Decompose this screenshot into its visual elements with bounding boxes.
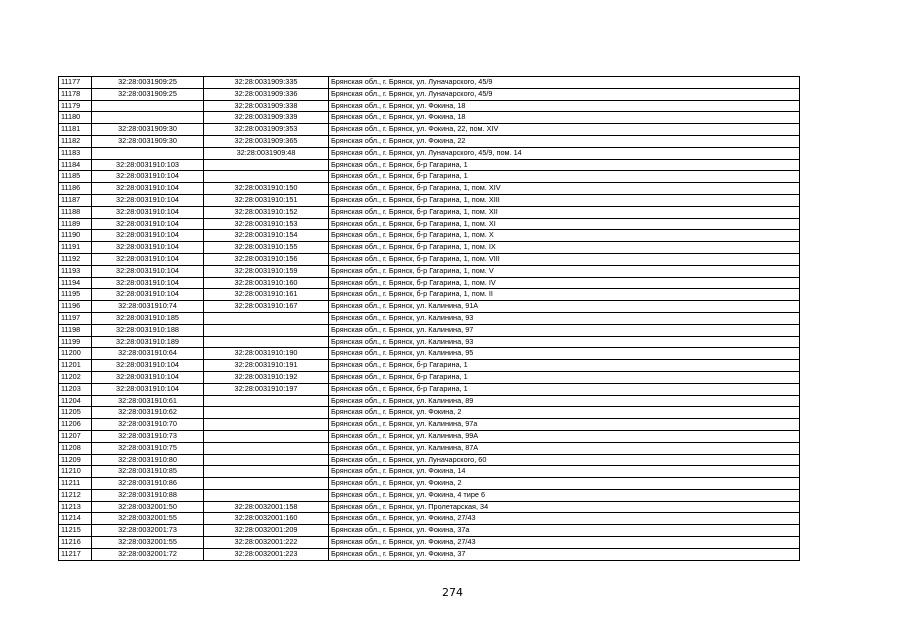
address-cell: Брянская обл., г. Брянск, ул. Фокина, 18 [329, 100, 800, 112]
row-number-cell: 11207 [59, 430, 92, 442]
land-parcel-number-cell: 32:28:0031909:25 [92, 77, 204, 89]
building-number-cell: 32:28:0031909:365 [204, 135, 329, 147]
row-number-cell: 11181 [59, 124, 92, 136]
row-number-cell: 11212 [59, 489, 92, 501]
address-cell: Брянская обл., г. Брянск, ул. Фокина, 27/43 [329, 513, 800, 525]
address-cell: Брянская обл., г. Брянск, ул. Фокина, 2 [329, 478, 800, 490]
row-number-cell: 11189 [59, 218, 92, 230]
land-parcel-number-cell: 32:28:0032001:50 [92, 501, 204, 513]
land-parcel-number-cell: 32:28:0031910:104 [92, 194, 204, 206]
table-row [59, 395, 800, 407]
land-parcel-number-cell: 32:28:0031910:104 [92, 289, 204, 301]
row-number-cell: 11192 [59, 253, 92, 265]
land-parcel-number-cell: 32:28:0031910:88 [92, 489, 204, 501]
building-number-cell [204, 171, 329, 183]
land-parcel-number-cell: 32:28:0031910:104 [92, 230, 204, 242]
land-parcel-number-cell: 32:28:0032001:55 [92, 513, 204, 525]
row-number-cell: 11188 [59, 206, 92, 218]
address-cell: Брянская обл., г. Брянск, б-р Гагарина, 1, пом. IX [329, 242, 800, 254]
table-row [59, 194, 800, 206]
row-number-cell: 11213 [59, 501, 92, 513]
table-row [59, 171, 800, 183]
building-number-cell: 32:28:0031910:192 [204, 371, 329, 383]
address-cell: Брянская обл., г. Брянск, ул. Фокина, 22 [329, 135, 800, 147]
building-number-cell [204, 466, 329, 478]
address-cell: Брянская обл., г. Брянск, ул. Луначарского, 45/9, пом. 14 [329, 147, 800, 159]
row-number-cell: 11217 [59, 548, 92, 560]
row-number-cell: 11210 [59, 466, 92, 478]
building-number-cell [204, 312, 329, 324]
table-row [59, 312, 800, 324]
address-cell: Брянская обл., г. Брянск, ул. Калинина, 97 [329, 324, 800, 336]
table-row [59, 442, 800, 454]
land-parcel-number-cell: 32:28:0031910:189 [92, 336, 204, 348]
table-row [59, 537, 800, 549]
land-parcel-number-cell: 32:28:0031910:104 [92, 253, 204, 265]
address-cell: Брянская обл., г. Брянск, ул. Фокина, 37 [329, 548, 800, 560]
building-number-cell: 32:28:0031909:336 [204, 88, 329, 100]
address-cell: Брянская обл., г. Брянск, ул. Фокина, 37а [329, 525, 800, 537]
land-parcel-number-cell: 32:28:0032001:55 [92, 537, 204, 549]
row-number-cell: 11186 [59, 183, 92, 195]
registry-table-body [59, 77, 800, 561]
address-cell: Брянская обл., г. Брянск, б-р Гагарина, 1 [329, 371, 800, 383]
address-cell: Брянская обл., г. Брянск, ул. Луначарского, 60 [329, 454, 800, 466]
row-number-cell: 11215 [59, 525, 92, 537]
building-number-cell [204, 442, 329, 454]
row-number-cell: 11209 [59, 454, 92, 466]
land-parcel-number-cell: 32:28:0031910:86 [92, 478, 204, 490]
land-parcel-number-cell: 32:28:0031910:80 [92, 454, 204, 466]
address-cell: Брянская обл., г. Брянск, б-р Гагарина, 1 [329, 159, 800, 171]
address-cell: Брянская обл., г. Брянск, ул. Калинина, 95 [329, 348, 800, 360]
address-cell: Брянская обл., г. Брянск, ул. Фокина, 4 тире 6 [329, 489, 800, 501]
land-parcel-number-cell: 32:28:0031909:30 [92, 135, 204, 147]
row-number-cell: 11184 [59, 159, 92, 171]
table-row [59, 124, 800, 136]
row-number-cell: 11179 [59, 100, 92, 112]
table-row [59, 478, 800, 490]
table-row [59, 112, 800, 124]
address-cell: Брянская обл., г. Брянск, б-р Гагарина, 1 [329, 171, 800, 183]
building-number-cell: 32:28:0031909:48 [204, 147, 329, 159]
table-row [59, 466, 800, 478]
table-row [59, 277, 800, 289]
land-parcel-number-cell [92, 147, 204, 159]
land-parcel-number-cell: 32:28:0031910:104 [92, 218, 204, 230]
land-parcel-number-cell: 32:28:0031910:64 [92, 348, 204, 360]
building-number-cell: 32:28:0031910:154 [204, 230, 329, 242]
land-parcel-number-cell: 32:28:0031910:104 [92, 277, 204, 289]
row-number-cell: 11182 [59, 135, 92, 147]
row-number-cell: 11196 [59, 301, 92, 313]
table-row [59, 348, 800, 360]
address-cell: Брянская обл., г. Брянск, б-р Гагарина, 1, пом. X [329, 230, 800, 242]
address-cell: Брянская обл., г. Брянск, б-р Гагарина, 1, пом. VIII [329, 253, 800, 265]
building-number-cell: 32:28:0031909:335 [204, 77, 329, 89]
row-number-cell: 11194 [59, 277, 92, 289]
address-cell: Брянская обл., г. Брянск, б-р Гагарина, 1, пом. XIII [329, 194, 800, 206]
land-parcel-number-cell [92, 100, 204, 112]
building-number-cell: 32:28:0031909:339 [204, 112, 329, 124]
address-cell: Брянская обл., г. Брянск, ул. Калинина, 93 [329, 336, 800, 348]
address-cell: Брянская обл., г. Брянск, б-р Гагарина, 1, пом. XII [329, 206, 800, 218]
row-number-cell: 11200 [59, 348, 92, 360]
land-parcel-number-cell: 32:28:0031910:61 [92, 395, 204, 407]
address-cell: Брянская обл., г. Брянск, б-р Гагарина, 1 [329, 360, 800, 372]
table-row [59, 501, 800, 513]
land-parcel-number-cell: 32:28:0031910:85 [92, 466, 204, 478]
land-parcel-number-cell: 32:28:0031910:62 [92, 407, 204, 419]
land-parcel-number-cell: 32:28:0031910:104 [92, 360, 204, 372]
land-parcel-number-cell: 32:28:0031910:75 [92, 442, 204, 454]
row-number-cell: 11180 [59, 112, 92, 124]
row-number-cell: 11199 [59, 336, 92, 348]
land-parcel-number-cell: 32:28:0031910:104 [92, 206, 204, 218]
table-row [59, 383, 800, 395]
land-parcel-number-cell: 32:28:0031910:185 [92, 312, 204, 324]
table-row [59, 419, 800, 431]
land-parcel-number-cell: 32:28:0031910:104 [92, 183, 204, 195]
building-number-cell: 32:28:0032001:222 [204, 537, 329, 549]
building-number-cell: 32:28:0031910:160 [204, 277, 329, 289]
address-cell: Брянская обл., г. Брянск, ул. Калинина, 97а [329, 419, 800, 431]
land-parcel-number-cell: 32:28:0031910:104 [92, 171, 204, 183]
table-row [59, 430, 800, 442]
row-number-cell: 11187 [59, 194, 92, 206]
address-cell: Брянская обл., г. Брянск, ул. Калинина, 93 [329, 312, 800, 324]
table-row [59, 360, 800, 372]
building-number-cell: 32:28:0031910:191 [204, 360, 329, 372]
table-row [59, 230, 800, 242]
table-row [59, 289, 800, 301]
building-number-cell: 32:28:0031910:150 [204, 183, 329, 195]
building-number-cell: 32:28:0031910:156 [204, 253, 329, 265]
building-number-cell [204, 159, 329, 171]
land-parcel-number-cell: 32:28:0031910:74 [92, 301, 204, 313]
row-number-cell: 11191 [59, 242, 92, 254]
address-cell: Брянская обл., г. Брянск, ул. Фокина, 18 [329, 112, 800, 124]
table-row [59, 454, 800, 466]
address-cell: Брянская обл., г. Брянск, б-р Гагарина, 1, пом. IV [329, 277, 800, 289]
land-parcel-number-cell: 32:28:0031910:104 [92, 371, 204, 383]
land-parcel-number-cell: 32:28:0031910:188 [92, 324, 204, 336]
address-cell: Брянская обл., г. Брянск, б-р Гагарина, 1 [329, 383, 800, 395]
building-number-cell: 32:28:0032001:209 [204, 525, 329, 537]
row-number-cell: 11195 [59, 289, 92, 301]
building-number-cell: 32:28:0031909:353 [204, 124, 329, 136]
building-number-cell: 32:28:0032001:223 [204, 548, 329, 560]
address-cell: Брянская обл., г. Брянск, ул. Калинина, 99А [329, 430, 800, 442]
table-row [59, 371, 800, 383]
table-row [59, 206, 800, 218]
row-number-cell: 11197 [59, 312, 92, 324]
building-number-cell: 32:28:0031910:167 [204, 301, 329, 313]
table-row [59, 548, 800, 560]
table-row [59, 265, 800, 277]
land-parcel-number-cell: 32:28:0031909:30 [92, 124, 204, 136]
building-number-cell [204, 454, 329, 466]
building-number-cell: 32:28:0031910:153 [204, 218, 329, 230]
row-number-cell: 11214 [59, 513, 92, 525]
table-row [59, 135, 800, 147]
address-cell: Брянская обл., г. Брянск, б-р Гагарина, 1, пом. II [329, 289, 800, 301]
building-number-cell [204, 395, 329, 407]
land-parcel-number-cell: 32:28:0031910:103 [92, 159, 204, 171]
table-row [59, 183, 800, 195]
address-cell: Брянская обл., г. Брянск, ул. Калинина, 89 [329, 395, 800, 407]
land-parcel-number-cell: 32:28:0031909:25 [92, 88, 204, 100]
building-number-cell: 32:28:0031910:190 [204, 348, 329, 360]
building-number-cell [204, 478, 329, 490]
table-row [59, 336, 800, 348]
building-number-cell: 32:28:0031910:197 [204, 383, 329, 395]
building-number-cell: 32:28:0031910:161 [204, 289, 329, 301]
table-row [59, 253, 800, 265]
land-parcel-number-cell: 32:28:0032001:72 [92, 548, 204, 560]
row-number-cell: 11190 [59, 230, 92, 242]
row-number-cell: 11216 [59, 537, 92, 549]
table-row [59, 77, 800, 89]
row-number-cell: 11206 [59, 419, 92, 431]
building-number-cell: 32:28:0031910:151 [204, 194, 329, 206]
address-cell: Брянская обл., г. Брянск, ул. Фокина, 14 [329, 466, 800, 478]
address-cell: Брянская обл., г. Брянск, ул. Калинина, 91А [329, 301, 800, 313]
address-cell: Брянская обл., г. Брянск, б-р Гагарина, 1, пом. XI [329, 218, 800, 230]
land-parcel-number-cell: 32:28:0032001:73 [92, 525, 204, 537]
registry-table [58, 76, 800, 561]
address-cell: Брянская обл., г. Брянск, ул. Фокина, 22, пом. XIV [329, 124, 800, 136]
row-number-cell: 11201 [59, 360, 92, 372]
building-number-cell [204, 407, 329, 419]
address-cell: Брянская обл., г. Брянск, ул. Калинина, 87А [329, 442, 800, 454]
land-parcel-number-cell: 32:28:0031910:104 [92, 242, 204, 254]
building-number-cell: 32:28:0032001:158 [204, 501, 329, 513]
building-number-cell [204, 419, 329, 431]
page-number: 274 [442, 586, 463, 599]
address-cell: Брянская обл., г. Брянск, ул. Луначарского, 45/9 [329, 77, 800, 89]
table-row [59, 513, 800, 525]
row-number-cell: 11198 [59, 324, 92, 336]
building-number-cell [204, 430, 329, 442]
row-number-cell: 11208 [59, 442, 92, 454]
address-cell: Брянская обл., г. Брянск, ул. Луначарского, 45/9 [329, 88, 800, 100]
row-number-cell: 11185 [59, 171, 92, 183]
land-parcel-number-cell: 32:28:0031910:104 [92, 265, 204, 277]
table-row [59, 324, 800, 336]
table-row [59, 242, 800, 254]
row-number-cell: 11183 [59, 147, 92, 159]
row-number-cell: 11211 [59, 478, 92, 490]
table-row [59, 100, 800, 112]
building-number-cell [204, 489, 329, 501]
table-row [59, 301, 800, 313]
land-parcel-number-cell: 32:28:0031910:73 [92, 430, 204, 442]
address-cell: Брянская обл., г. Брянск, б-р Гагарина, 1, пом. V [329, 265, 800, 277]
address-cell: Брянская обл., г. Брянск, ул. Фокина, 27/43 [329, 537, 800, 549]
building-number-cell: 32:28:0032001:160 [204, 513, 329, 525]
land-parcel-number-cell: 32:28:0031910:104 [92, 383, 204, 395]
table-row [59, 159, 800, 171]
row-number-cell: 11178 [59, 88, 92, 100]
row-number-cell: 11204 [59, 395, 92, 407]
row-number-cell: 11205 [59, 407, 92, 419]
building-number-cell: 32:28:0031909:338 [204, 100, 329, 112]
address-cell: Брянская обл., г. Брянск, б-р Гагарина, 1, пом. XIV [329, 183, 800, 195]
building-number-cell [204, 336, 329, 348]
row-number-cell: 11177 [59, 77, 92, 89]
address-cell: Брянская обл., г. Брянск, ул. Пролетарская, 34 [329, 501, 800, 513]
table-row [59, 407, 800, 419]
table-row [59, 489, 800, 501]
table-row [59, 88, 800, 100]
building-number-cell: 32:28:0031910:159 [204, 265, 329, 277]
table-row [59, 218, 800, 230]
building-number-cell: 32:28:0031910:152 [204, 206, 329, 218]
table-row [59, 525, 800, 537]
land-parcel-number-cell: 32:28:0031910:70 [92, 419, 204, 431]
building-number-cell: 32:28:0031910:155 [204, 242, 329, 254]
building-number-cell [204, 324, 329, 336]
address-cell: Брянская обл., г. Брянск, ул. Фокина, 2 [329, 407, 800, 419]
row-number-cell: 11202 [59, 371, 92, 383]
row-number-cell: 11203 [59, 383, 92, 395]
land-parcel-number-cell [92, 112, 204, 124]
row-number-cell: 11193 [59, 265, 92, 277]
table-row [59, 147, 800, 159]
